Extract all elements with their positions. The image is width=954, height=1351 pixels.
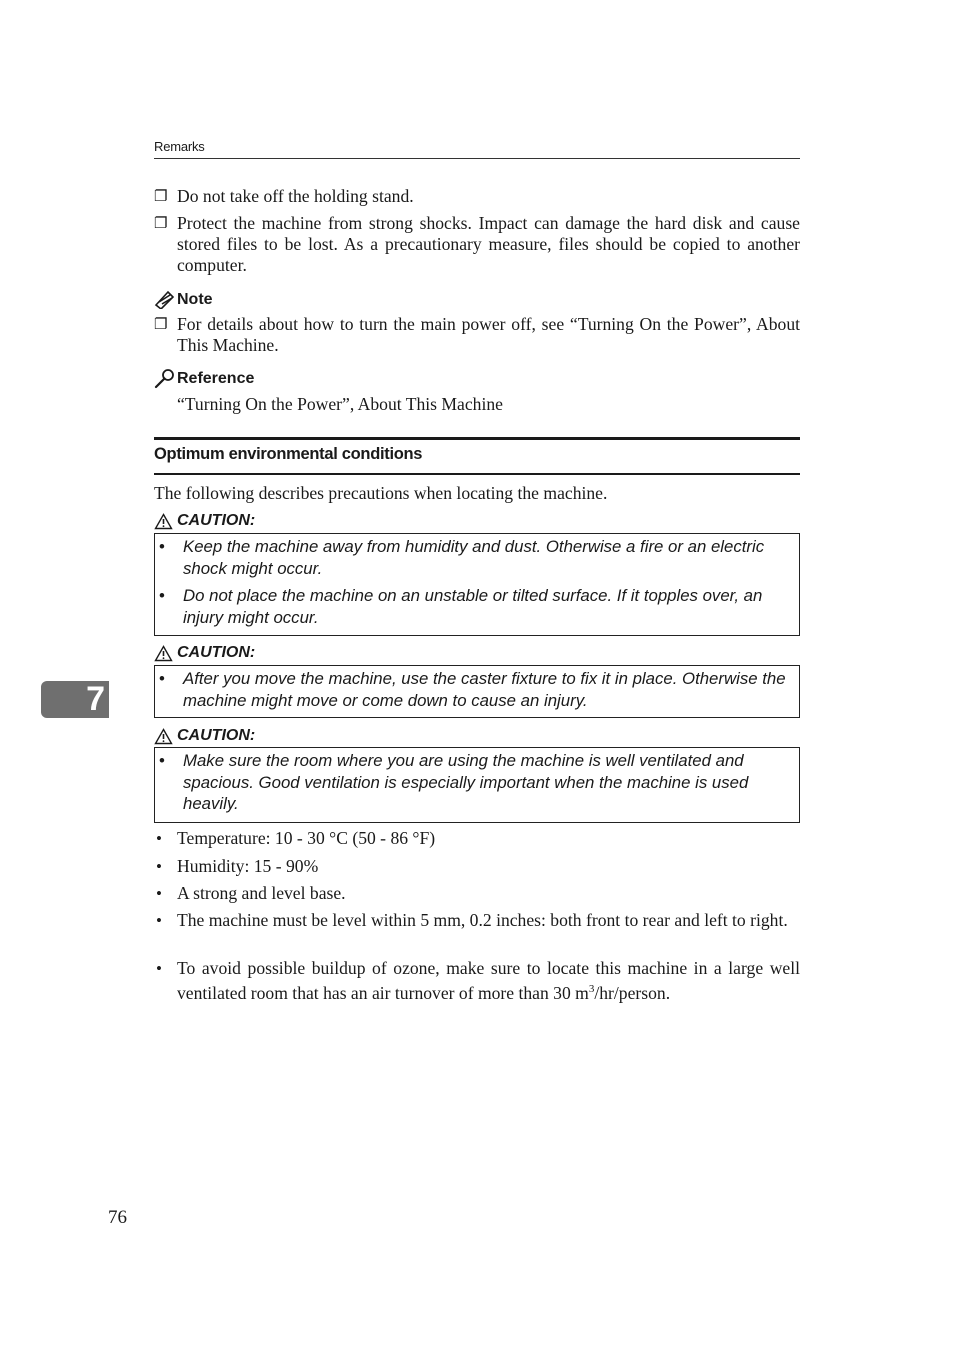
note-heading (154, 289, 213, 311)
checkbox-bullet-icon: ❐ (154, 187, 168, 205)
caution-label: CAUTION: (177, 644, 256, 661)
condition-text: A strong and level base. (177, 883, 346, 903)
running-header: Remarks (154, 139, 205, 154)
bullet-icon: • (156, 959, 162, 978)
ozone-text (177, 958, 800, 1004)
header-rule (154, 158, 800, 159)
caution-text: Keep the machine away from humidity and dust. Otherwise a fire or an electric shock might occur. (183, 537, 765, 578)
checkbox-bullet-icon: ❐ (154, 214, 168, 232)
note-item (154, 314, 800, 356)
condition-text: Humidity: 15 - 90% (177, 856, 319, 876)
remark-item (154, 186, 800, 207)
reference-text: “Turning On the Power”, About This Machine (177, 394, 503, 414)
caution-item (159, 536, 791, 579)
bullet-icon: • (156, 911, 162, 930)
caution-item (159, 585, 791, 628)
page-number: 76 (108, 1207, 127, 1228)
condition-item (154, 958, 800, 1004)
bullet-icon: • (156, 857, 162, 876)
caution-box (154, 665, 800, 718)
remark-text: Do not take off the holding stand. (177, 186, 414, 206)
ozone-suffix: /hr/person. (594, 982, 671, 1003)
caution-box (154, 533, 800, 636)
bullet-icon: • (159, 669, 165, 688)
checkbox-bullet-icon: ❐ (154, 315, 168, 333)
condition-item (154, 883, 800, 904)
bullet-icon: • (156, 884, 162, 903)
ozone-main-text: To avoid possible buildup of ozone, make sure to locate this machine in a large well ventilated room that has an air turnover of more than 30 m (177, 958, 800, 1003)
note-text: For details about how to turn the main power off, see “Turning On the Power”, About This Machine. (177, 314, 800, 355)
chapter-tab: 7 (41, 681, 109, 718)
section-rule-top (154, 437, 800, 440)
caution-heading (154, 727, 255, 745)
bullet-icon: • (159, 586, 165, 605)
caution-text: Do not place the machine on an unstable or tilted surface. If it topples over, an injury might occur. (183, 586, 763, 627)
reference-label: Reference (177, 370, 255, 387)
ozone-superscript: 3 (588, 983, 595, 995)
caution-label: CAUTION: (177, 727, 256, 744)
remark-item (154, 213, 800, 276)
note-label: Note (177, 291, 213, 308)
caution-heading (154, 644, 255, 662)
caution-box (154, 747, 800, 823)
warning-triangle-icon (154, 645, 173, 662)
pencil-icon (154, 289, 177, 311)
warning-triangle-icon (154, 513, 173, 530)
section-intro: The following describes precautions when locating the machine. (154, 483, 608, 503)
bullet-icon: • (159, 751, 165, 770)
caution-text: Make sure the room where you are using the machine is well ventilated and spacious. Good ventilation is especially important when the machine is used heavily. (183, 751, 749, 813)
condition-item (154, 910, 800, 931)
section-title: Optimum environmental conditions (154, 445, 423, 463)
condition-item (154, 828, 800, 849)
caution-item (159, 668, 791, 711)
bullet-icon: • (156, 829, 162, 848)
condition-item (154, 856, 800, 877)
bullet-icon: • (159, 537, 165, 556)
caution-item (159, 750, 791, 815)
reference-heading (154, 368, 254, 390)
condition-text: Temperature: 10 - 30 °C (50 - 86 °F) (177, 828, 436, 848)
condition-text: The machine must be level within 5 mm, 0.2 inches: both front to rear and left to right. (177, 910, 788, 930)
section-rule-bottom (154, 473, 800, 475)
caution-heading (154, 512, 255, 530)
caution-label: CAUTION: (177, 512, 256, 529)
warning-triangle-icon (154, 728, 173, 745)
caution-text: After you move the machine, use the caster fixture to fix it in place. Otherwise the machine might move or come down to cause an injury. (183, 669, 786, 710)
magnifier-icon (154, 368, 177, 390)
remark-text: Protect the machine from strong shocks. Impact can damage the hard disk and cause stored files to be lost. As a precautionary measure, files should be copied to another computer. (177, 213, 800, 275)
